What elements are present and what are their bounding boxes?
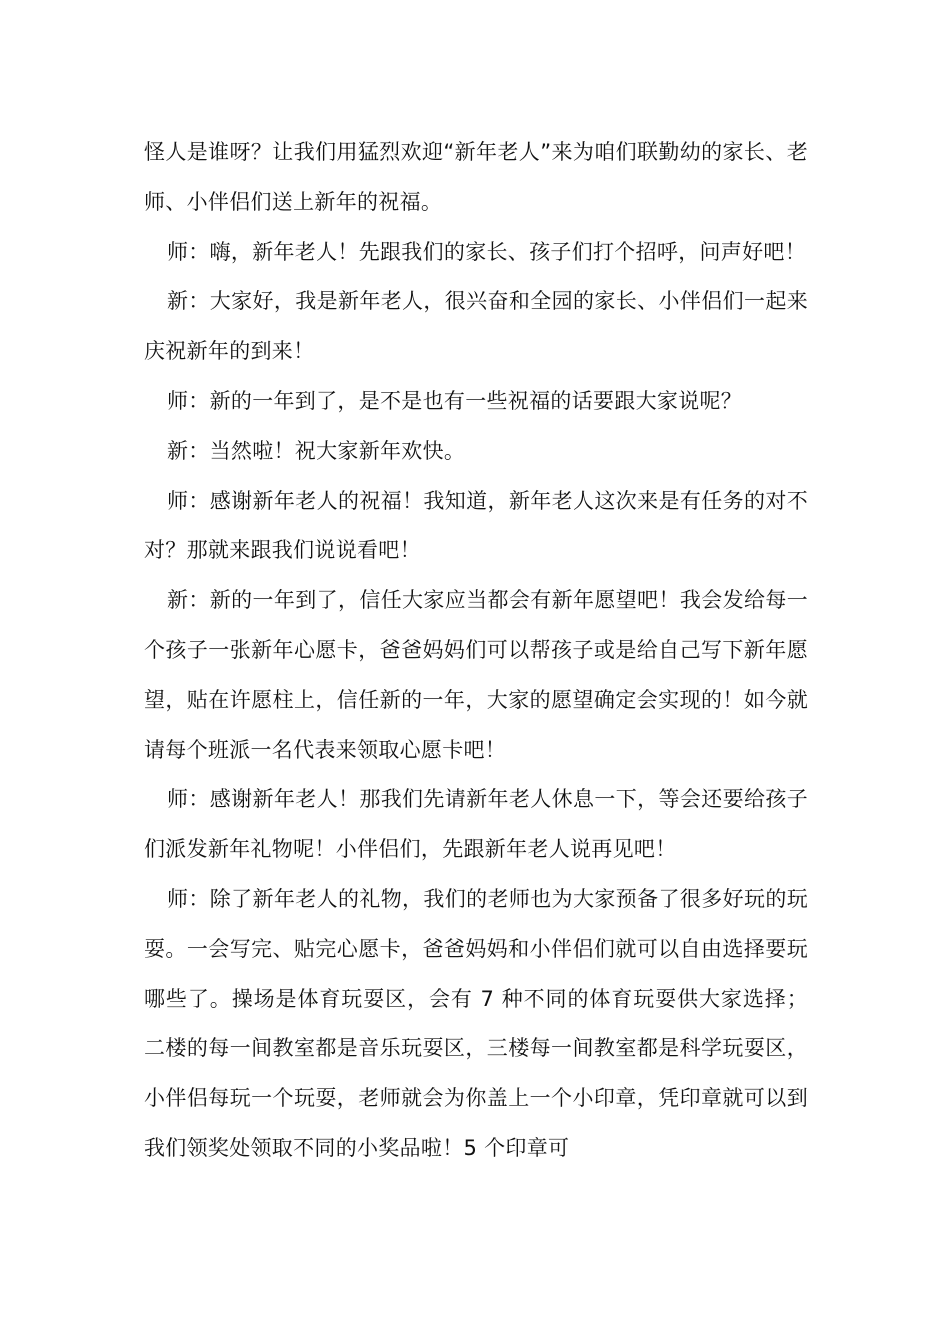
paragraph-7: 新：新的一年到了，信任大家应当都会有新年愿望吧！我会发给每一个孩子一张新年心愿卡，爸爸妈妈们可以帮孩子或是给自己写下新年愿望，贴在许愿柱上，信任新的一年，大家的愿望确定会实现的！如今就请每个班派一名代表来领取心愿卡吧！ bbox=[144, 588, 808, 762]
paragraph-5: 新：当然啦！祝大家新年欢快。 bbox=[167, 438, 466, 463]
paragraph-8: 师：感谢新年老人！那我们先请新年老人休息一下，等会还要给孩子们派发新年礼物呢！小伴侣们，先跟新年老人说再见吧！ bbox=[144, 787, 808, 862]
paragraph-3: 新：大家好，我是新年老人，很兴奋和全园的家长、小伴侣们一起来庆祝新年的到来！ bbox=[144, 289, 808, 364]
paragraph-9: 师：除了新年老人的礼物，我们的老师也为大家预备了很多好玩的玩耍。一会写完、贴完心愿卡，爸爸妈妈和小伴侣们就可以自由选择要玩哪些了。操场是体育玩耍区，会有 7 种不同的体育玩耍供大家选择；二楼的每一间教室都是音乐玩耍区，三楼每一间教室都是科学玩耍区，小伴侣每玩一个玩耍，老师就会为你盖上一个小印章，凭印章就可以到我们领奖处领取不同的小奖品啦！5 个印章可 bbox=[144, 886, 808, 1160]
paragraph-1: 怪人是谁呀？让我们用猛烈欢迎“新年老人”来为咱们联勤幼的家长、老师、小伴侣们送上新年的祝福。 bbox=[144, 140, 808, 214]
paragraph-4: 师：新的一年到了，是不是也有一些祝福的话要跟大家说呢？ bbox=[167, 388, 743, 413]
paragraph-2: 师：嗨，新年老人！先跟我们的家长、孩子们打个招呼，问声好吧！ bbox=[167, 239, 806, 264]
document-body bbox=[144, 128, 808, 1174]
paragraph-6: 师：感谢新年老人的祝福！我知道，新年老人这次来是有任务的对不对？那就来跟我们说说看吧！ bbox=[144, 488, 808, 563]
